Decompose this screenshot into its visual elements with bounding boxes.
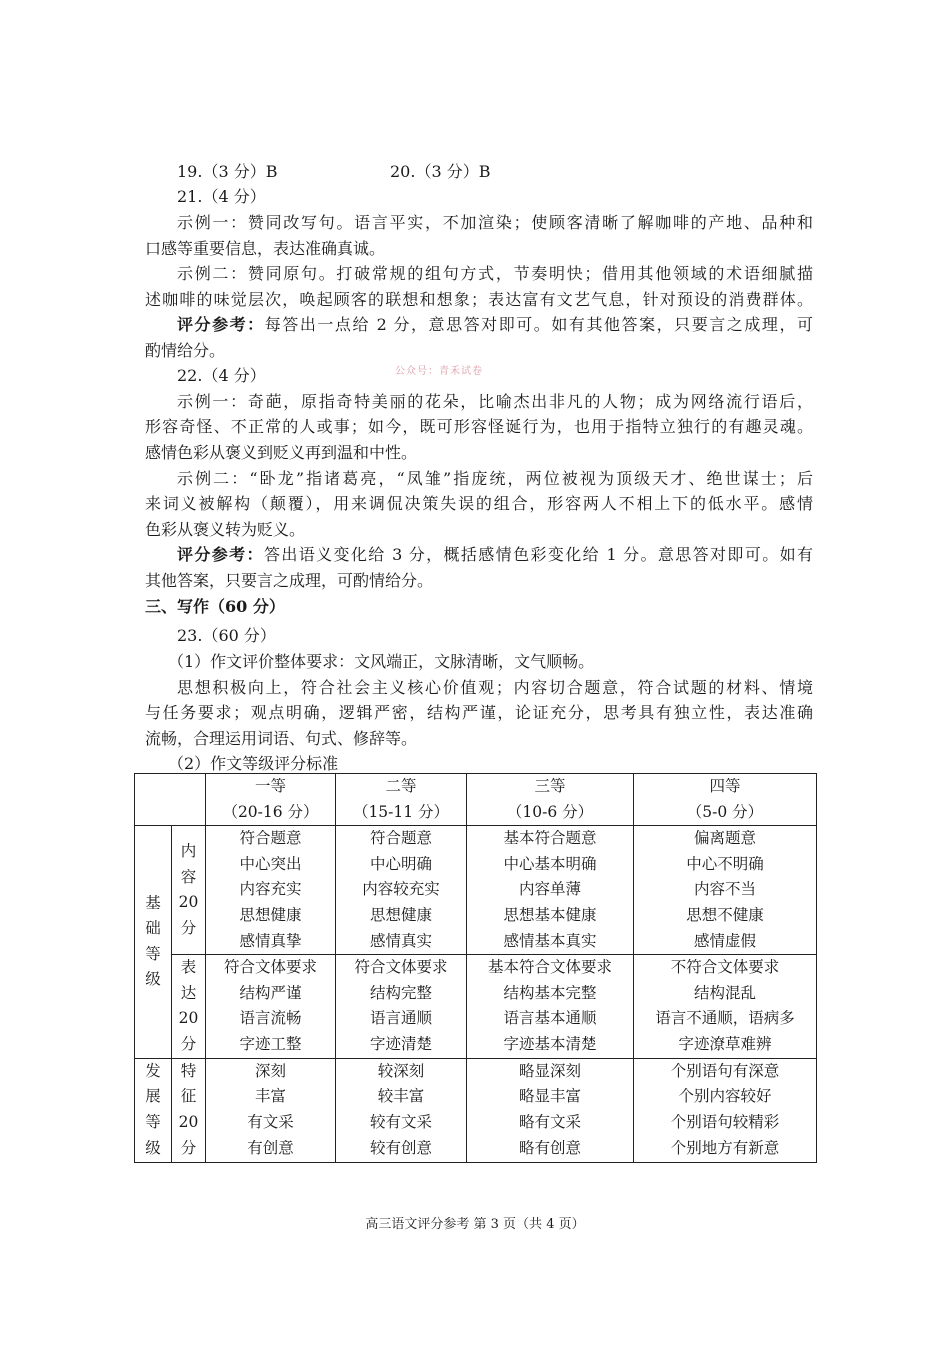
criterion: 个别语句较精彩 — [670, 1113, 780, 1132]
row-label-char: 分 — [180, 1034, 197, 1053]
table-cell — [206, 955, 336, 1058]
section-writing-title: 三、写作（60 分） — [145, 597, 285, 616]
group-label-char: 展 — [145, 1087, 161, 1106]
criterion: 有文采 — [247, 1113, 294, 1132]
q22-scoring-line2: 其他答案，只要言之成理，可酌情给分。 — [145, 571, 434, 590]
table-cell — [206, 1058, 336, 1162]
q21-example2-line2: 述咖啡的味觉层次，唤起顾客的联想和想象；表达富有文艺气息，针对预设的消费群体。 — [145, 290, 813, 309]
criterion: 结构严谨 — [239, 983, 302, 1002]
level-2-header — [336, 774, 467, 826]
criterion: 中心基本明确 — [503, 854, 597, 873]
group-label-char: 级 — [145, 970, 161, 989]
criterion: 思想不健康 — [686, 905, 764, 924]
table-row-content — [135, 826, 817, 955]
table-row-expression — [135, 955, 817, 1058]
group-label-char: 发 — [145, 1061, 161, 1080]
row-label-expression — [172, 955, 206, 1058]
row-label-char: 特 — [180, 1061, 197, 1080]
group-label-char: 等 — [145, 1113, 161, 1132]
level-range: （10-6 分） — [506, 802, 594, 821]
criterion: 语言通顺 — [369, 1009, 432, 1028]
q22-example1-line1: 示例一：奇葩，原指奇特美丽的花朵，比喻杰出非凡的人物；成为网络流行语后， — [177, 392, 813, 411]
q22-example2-line3: 色彩从褒义转为贬义。 — [145, 520, 306, 539]
table-cell — [467, 826, 634, 955]
level-range: （20-16 分） — [222, 802, 319, 821]
table-cell — [336, 1058, 467, 1162]
level-name: 二等 — [385, 777, 417, 795]
criterion: 基本符合文体要求 — [487, 958, 612, 977]
table-corner-cell — [135, 774, 206, 826]
table-cell — [467, 1058, 634, 1162]
level-range: （15-11 分） — [352, 802, 450, 821]
criterion: 个别内容较好 — [678, 1087, 772, 1106]
criterion: 个别地方有新意 — [670, 1138, 780, 1157]
row-label-char: 20 — [178, 893, 199, 912]
group-label-development — [135, 1058, 172, 1162]
criterion: 丰富 — [254, 1087, 286, 1106]
row-label-content — [172, 826, 206, 955]
criterion: 较深刻 — [377, 1061, 425, 1080]
row-label-char: 20 — [178, 1009, 199, 1028]
criterion: 字迹基本清楚 — [503, 1034, 597, 1053]
q21-example2-line1: 示例二：赞同原句。打破常规的组句方式，节奏明快；借用其他领域的术语细腻描 — [177, 264, 813, 283]
criterion: 偏离题意 — [693, 829, 756, 848]
q21-example1-line1: 示例一：赞同改写句。语言平实，不加渲染；使顾客清晰了解咖啡的产地、品种和 — [177, 213, 813, 232]
q23-para-line1: 思想积极向上，符合社会主义核心价值观；内容切合题意，符合试题的材料、情境 — [177, 678, 813, 697]
q23-requirement-1: （1）作文评价整体要求：文风端正，文脉清晰，文气顺畅。 — [168, 652, 595, 671]
q21-heading: 21.（4 分） — [177, 187, 266, 206]
watermark: 公众号：青禾试卷 — [395, 366, 483, 377]
level-name: 三等 — [534, 777, 566, 795]
criterion: 符合文体要求 — [354, 958, 448, 977]
criterion: 内容单薄 — [518, 880, 581, 899]
criterion: 略显丰富 — [518, 1087, 581, 1106]
answer-19: 19.（3 分）B — [177, 162, 278, 181]
criterion: 思想健康 — [239, 905, 302, 924]
grading-standard-table — [134, 773, 817, 1163]
criterion: 思想健康 — [369, 905, 432, 924]
criterion: 语言不通顺，语病多 — [655, 1009, 795, 1028]
criterion: 中心明确 — [369, 854, 432, 873]
q22-example2-line1: 示例二：“卧龙”指诸葛亮，“凤雏”指庞统，两位被视为顶级天才、绝世谋士；后 — [177, 469, 813, 488]
q21-example1-line2: 口感等重要信息，表达准确真诚。 — [145, 239, 386, 258]
criterion: 中心不明确 — [686, 854, 764, 873]
criterion: 基本符合题意 — [503, 829, 597, 848]
scoring-label: 评分参考： — [177, 315, 265, 334]
criterion: 结构完整 — [369, 983, 432, 1002]
level-3-header — [467, 774, 634, 826]
criterion: 有创意 — [247, 1138, 294, 1157]
criterion: 结构基本完整 — [503, 983, 597, 1002]
answer-20: 20.（3 分）B — [390, 162, 491, 181]
group-label-char: 等 — [145, 944, 161, 963]
level-name: 四等 — [709, 777, 741, 795]
row-label-char: 容 — [180, 867, 197, 886]
q23-requirement-2: （2）作文等级评分标准 — [168, 754, 339, 773]
q23-para-line3: 流畅，合理运用词语、句式、修辞等。 — [145, 729, 418, 748]
criterion: 思想基本健康 — [503, 905, 597, 924]
criterion: 不符合文体要求 — [670, 958, 780, 977]
criterion: 较有文采 — [369, 1113, 432, 1132]
criterion: 内容充实 — [239, 880, 302, 899]
q23-para-line2: 与任务要求；观点明确，逻辑严密，结构严谨，论证充分，思考具有独立性，表达准确 — [145, 703, 813, 722]
criterion: 深刻 — [254, 1061, 286, 1080]
criterion: 字迹工整 — [239, 1034, 302, 1053]
q22-example1-line2: 形容奇怪、不正常的人或事；如今，既可形容怪诞行为，也用于指特立独行的有趣灵魂。 — [145, 417, 813, 436]
criterion: 略有创意 — [518, 1138, 581, 1157]
criterion: 符合题意 — [239, 829, 302, 848]
criterion: 感情基本真实 — [503, 931, 597, 950]
criterion: 较丰富 — [377, 1087, 425, 1106]
scoring-text: 答出语义变化给 3 分，概括感情色彩变化给 1 分。意思答对即可。如有 — [263, 545, 813, 564]
row-label-char: 分 — [180, 918, 197, 937]
table-cell — [206, 826, 336, 955]
criterion: 语言基本通顺 — [503, 1009, 597, 1028]
row-label-char: 表 — [180, 958, 197, 977]
table-header-row — [135, 774, 817, 826]
group-label-char: 基 — [145, 893, 161, 912]
q21-scoring-line1 — [177, 312, 813, 338]
criterion: 较有创意 — [369, 1138, 432, 1157]
q23-heading: 23.（60 分） — [177, 626, 276, 645]
group-label-basic — [135, 826, 172, 1058]
criterion: 感情虚假 — [693, 931, 756, 950]
criterion: 符合题意 — [369, 829, 432, 848]
level-4-header — [634, 774, 817, 826]
row-label-char: 内 — [180, 842, 197, 860]
scoring-text: 每答出一点给 2 分，意思答对即可。如有其他答案，只要言之成理，可 — [264, 315, 813, 334]
scoring-label: 评分参考： — [177, 545, 264, 564]
criterion: 符合文体要求 — [223, 958, 317, 977]
criterion: 内容较充实 — [362, 880, 440, 899]
level-range: （5-0 分） — [686, 802, 764, 821]
criterion: 略有文采 — [518, 1113, 581, 1132]
q22-example2-line2: 来词义被解构（颠覆），用来调侃决策失误的组合，形容两人不相上下的低水平。感情 — [145, 494, 813, 513]
row-label-char: 达 — [180, 983, 197, 1002]
criterion: 结构混乱 — [693, 983, 756, 1002]
table-cell — [634, 1058, 817, 1162]
group-label-char: 级 — [145, 1138, 161, 1157]
page-footer: 高三语文评分参考 第 3 页（共 4 页） — [365, 1217, 585, 1232]
row-label-char: 征 — [180, 1087, 197, 1106]
level-1-header — [206, 774, 336, 826]
criterion: 个别语句有深意 — [670, 1061, 780, 1080]
criterion: 中心突出 — [239, 854, 302, 873]
criterion: 内容不当 — [693, 880, 756, 899]
row-label-char: 20 — [178, 1113, 199, 1132]
criterion: 感情真挚 — [239, 931, 302, 950]
table-cell — [467, 955, 634, 1058]
row-label-features — [172, 1058, 206, 1162]
level-name: 一等 — [254, 777, 286, 795]
table-cell — [634, 955, 817, 1058]
q21-scoring-line2: 酌情给分。 — [145, 341, 226, 360]
row-label-char: 分 — [180, 1138, 197, 1157]
q22-example1-line3: 感情色彩从褒义到贬义再到温和中性。 — [145, 443, 418, 462]
criterion: 感情真实 — [369, 931, 432, 950]
table-row-features — [135, 1058, 817, 1162]
criterion: 略显深刻 — [518, 1061, 581, 1080]
table-cell — [634, 826, 817, 955]
criterion: 字迹潦草难辨 — [678, 1034, 772, 1053]
table-cell — [336, 955, 467, 1058]
criterion: 字迹清楚 — [369, 1034, 432, 1053]
criterion: 语言流畅 — [239, 1009, 302, 1028]
table-cell — [336, 826, 467, 955]
q22-heading: 22.（4 分） — [177, 366, 266, 385]
group-label-char: 础 — [145, 919, 161, 938]
q22-scoring-line1 — [177, 542, 813, 568]
